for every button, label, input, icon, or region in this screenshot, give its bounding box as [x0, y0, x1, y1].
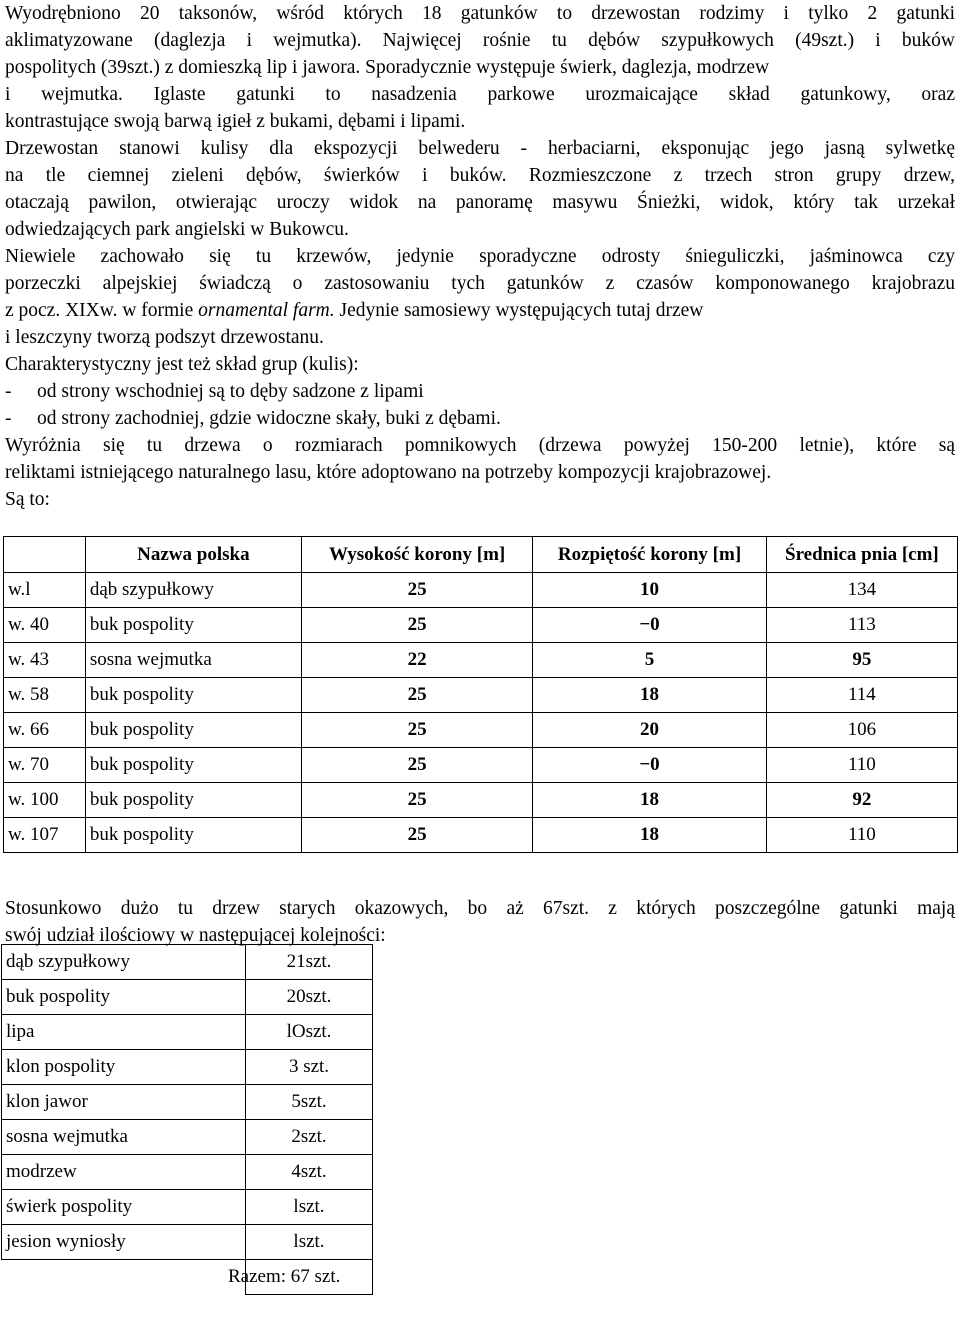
crown-height: 25: [301, 573, 532, 608]
table-row: [4, 643, 958, 678]
table-row: [2, 1190, 373, 1225]
trunk-diameter: 110: [766, 818, 957, 853]
species-name: sosna wejmutka: [2, 1120, 246, 1155]
text-line: Niewiele zachowało się tu krzewów, jedynie sporadyczne odrosty śnieguliczki, jaśminowca czy: [5, 246, 955, 267]
species-count: 21szt.: [246, 945, 373, 980]
species-name: klon jawor: [2, 1085, 246, 1120]
text-line: Wyodrębniono 20 taksonów, wśród których 18 gatunków to drzewostan rodzimy i tylko 2 gatunki: [5, 3, 955, 24]
table-row: [4, 783, 958, 818]
table-row: [4, 713, 958, 748]
table-row: [2, 1155, 373, 1190]
text-line: Wyróżnia się tu drzewa o rozmiarach pomnikowych (drzewa powyżej 150-200 letnie), które są: [5, 435, 955, 456]
text-line: na tle ciemnej zieleni dębów, świerków i buków. Rozmieszczone z trzech stron grupy drzew,: [5, 165, 955, 186]
species-name: buk pospolity: [2, 980, 246, 1015]
species-count: lszt.: [246, 1225, 373, 1260]
list-dash: -: [5, 381, 12, 402]
crown-height: 22: [301, 643, 532, 678]
text-fragment: Jedynie samosiewy występujących tutaj drzew: [334, 300, 704, 321]
table-row: [2, 945, 373, 980]
paragraph-groups: [5, 351, 955, 432]
tree-id: w. 40: [4, 608, 86, 643]
trunk-diameter: 95: [766, 643, 957, 678]
table-row: [4, 748, 958, 783]
crown-height: 25: [301, 678, 532, 713]
table-row: [2, 1225, 373, 1260]
trunk-diameter: 106: [766, 713, 957, 748]
crown-height: 25: [301, 748, 532, 783]
species-count: lOszt.: [246, 1015, 373, 1050]
tree-name: buk pospolity: [85, 608, 301, 643]
text-line: odwiedzających park angielski w Bukowcu.: [5, 219, 349, 240]
trunk-diameter: 110: [766, 748, 957, 783]
total-count: Razem: 67 szt.: [228, 1260, 355, 1295]
trunk-diameter: 92: [766, 783, 957, 818]
table-row: [2, 1120, 373, 1155]
text-line: aklimatyzowane (daglezja i wejmutka). Najwięcej rośnie tu dębów szypułkowych (49szt.) i buków: [5, 30, 955, 51]
crown-height: 25: [301, 783, 532, 818]
text-line: kontrastujące swoją barwą igieł z bukami, dębami i lipami.: [5, 111, 466, 132]
column-header: Nazwa polska: [85, 537, 301, 573]
species-count: 2szt.: [246, 1120, 373, 1155]
text-fragment: z pocz. XIXw. w formie: [5, 300, 199, 321]
paragraph-old-trees: [5, 895, 955, 949]
text-line: otaczają pawilon, otwierając uroczy widok na panoramę masywu Śnieżki, widok, który tak urzekał: [5, 192, 955, 213]
table-row: [4, 608, 958, 643]
column-header: Wysokość korony [m]: [301, 537, 532, 573]
crown-height: 25: [301, 713, 532, 748]
text-line: i leszczyny tworzą podszyt drzewostanu.: [5, 327, 324, 348]
crown-span: −0: [533, 748, 767, 783]
crown-height: 25: [301, 608, 532, 643]
tree-name: buk pospolity: [85, 713, 301, 748]
table-row: [2, 1015, 373, 1050]
crown-span: 18: [533, 678, 767, 713]
table-row: [4, 573, 958, 608]
tree-id: w. 107: [4, 818, 86, 853]
text-line: i wejmutka. Iglaste gatunki to nasadzenia parkowe urozmaicające skład gatunkowy, oraz: [5, 84, 955, 105]
list-item: [5, 405, 955, 432]
species-name: jesion wyniosły: [2, 1225, 246, 1260]
tree-name: buk pospolity: [85, 678, 301, 713]
column-header: [4, 537, 86, 573]
list-item: [5, 378, 955, 405]
italic-term: ornamental farm.: [198, 300, 335, 321]
table-row: [2, 1050, 373, 1085]
species-count: 4szt.: [246, 1155, 373, 1190]
column-header: Rozpiętość korony [m]: [533, 537, 767, 573]
text-line: swój udział ilościowy w następującej kolejności:: [5, 925, 386, 946]
table-row: [4, 818, 958, 853]
species-count: lszt.: [246, 1190, 373, 1225]
text-line: pospolitych (39szt.) z domieszką lip i jawora. Sporadycznie występuje świerk, daglezja, modrzew: [5, 57, 770, 78]
table-row: [2, 980, 373, 1015]
species-name: dąb szypułkowy: [2, 945, 246, 980]
paragraph-taxa: [5, 0, 955, 135]
crown-span: 10: [533, 573, 767, 608]
species-name: modrzew: [2, 1155, 246, 1190]
table-total-row: [2, 1260, 373, 1295]
species-name: klon pospolity: [2, 1050, 246, 1085]
list-item-text: od strony zachodniej, gdzie widoczne skały, buki z dębami.: [37, 408, 501, 429]
crown-span: −0: [533, 608, 767, 643]
trunk-diameter: 134: [766, 573, 957, 608]
list-item-text: od strony wschodniej są to dęby sadzone z lipami: [37, 381, 424, 402]
trunk-diameter: 113: [766, 608, 957, 643]
tree-name: buk pospolity: [85, 818, 301, 853]
species-count-table: [1, 944, 373, 1295]
text-line: [5, 297, 955, 324]
paragraph-shrubs: [5, 243, 955, 351]
tree-name: sosna wejmutka: [85, 643, 301, 678]
tree-id: w.l: [4, 573, 86, 608]
crown-span: 20: [533, 713, 767, 748]
crown-span: 5: [533, 643, 767, 678]
tree-id: w. 66: [4, 713, 86, 748]
text-line: porzeczki alpejskiej świadczą o zastosowaniu tych gatunków z czasów komponowanego krajobrazu: [5, 273, 955, 294]
tree-id: w. 43: [4, 643, 86, 678]
monumental-trees-table: [3, 536, 958, 853]
species-count: 20szt.: [246, 980, 373, 1015]
table-header-row: [4, 537, 958, 573]
species-count: 5szt.: [246, 1085, 373, 1120]
list-dash: -: [5, 408, 12, 429]
species-name: lipa: [2, 1015, 246, 1050]
column-header: Średnica pnia [cm]: [766, 537, 957, 573]
table-row: [2, 1085, 373, 1120]
tree-name: dąb szypułkowy: [85, 573, 301, 608]
paragraph-monumental-trees: [5, 432, 955, 513]
paragraph-belvedere: [5, 135, 955, 243]
text-line: Są to:: [5, 489, 50, 510]
tree-id: w. 58: [4, 678, 86, 713]
tree-name: buk pospolity: [85, 783, 301, 818]
empty-cell: [2, 1260, 246, 1295]
trunk-diameter: 114: [766, 678, 957, 713]
text-line: Drzewostan stanowi kulisy dla ekspozycji belwederu - herbaciarni, eksponując jego jasną sylwetkę: [5, 138, 955, 159]
crown-span: 18: [533, 818, 767, 853]
tree-name: buk pospolity: [85, 748, 301, 783]
text-line: reliktami istniejącego naturalnego lasu, które adoptowano na potrzeby kompozycji krajobrazowej.: [5, 462, 772, 483]
species-count: 3 szt.: [246, 1050, 373, 1085]
crown-span: 18: [533, 783, 767, 818]
tree-id: w. 100: [4, 783, 86, 818]
species-name: świerk pospolity: [2, 1190, 246, 1225]
text-line: Stosunkowo dużo tu drzew starych okazowych, bo aż 67szt. z których poszczególne gatunki mają: [5, 898, 955, 919]
crown-height: 25: [301, 818, 532, 853]
table-row: [4, 678, 958, 713]
tree-id: w. 70: [4, 748, 86, 783]
text-line: Charakterystyczny jest też skład grup (kulis):: [5, 354, 359, 375]
